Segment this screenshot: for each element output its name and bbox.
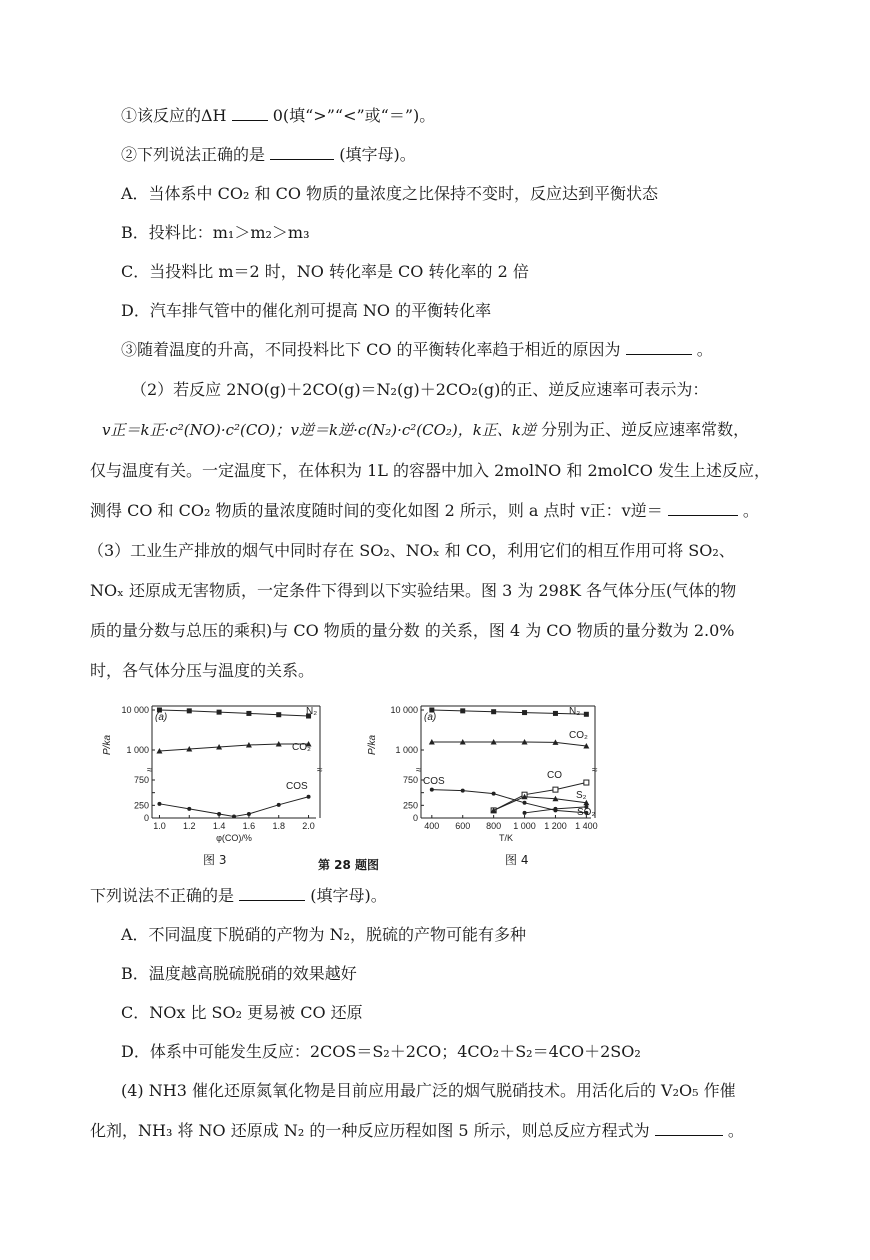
data-point (277, 803, 281, 807)
x-tick-label: 1.0 (153, 821, 166, 831)
data-point (307, 795, 311, 799)
series-label: COS (286, 781, 308, 792)
series-label: CO (547, 770, 562, 781)
data-point (492, 792, 496, 796)
q1-part3-tail: 。 (696, 340, 713, 359)
data-point (460, 708, 465, 713)
q1-part3 (121, 340, 713, 360)
y-tick-label: 250 (402, 800, 418, 811)
q1-option-d: D．汽车排气管中的催化剂可提高 NO 的平衡转化率 (121, 301, 492, 320)
y-tick-label: 0 (412, 813, 418, 823)
x-axis-label: T/K (498, 833, 514, 843)
y-tick-label: 10 000 (390, 705, 418, 715)
y-tick-label: 10 000 (121, 705, 149, 715)
q1-part2-tail: (填字母)。 (339, 145, 416, 164)
figure-4-chart (365, 700, 605, 850)
series-label: SO₂ (577, 807, 596, 818)
y-axis-break: ≈ (317, 765, 323, 776)
data-point (217, 710, 222, 715)
data-point (553, 711, 558, 716)
y-tick-label: 1 000 (126, 745, 149, 755)
q1-option-a: A．当体系中 CO₂ 和 CO 物质的量浓度之比保持不变时，反应达到平衡状态 (121, 184, 659, 203)
x-tick-label: 2.0 (302, 821, 315, 831)
y-axis-break: ≈ (147, 765, 153, 776)
q2-line4-tail: 。 (742, 501, 759, 520)
q4-line2 (90, 1121, 744, 1141)
figure-4-caption: 图 4 (505, 853, 529, 867)
q3-option-c: C．NOx 比 SO₂ 更易被 CO 还原 (121, 1003, 363, 1022)
q3-line4: 时，各气体分压与温度的关系。 (90, 661, 315, 680)
panel-label: (a) (424, 712, 437, 723)
panel-label: (a) (155, 712, 168, 723)
x-tick-label: 1 000 (513, 821, 536, 831)
y-axis-label: P/ka (367, 734, 378, 755)
x-tick-label: 1 400 (575, 821, 598, 831)
q1-part1-text-b: 0(填“>”“<”或“＝”)。 (272, 106, 436, 125)
x-tick-label: 800 (486, 821, 502, 831)
data-point (430, 788, 434, 792)
q2-line2-tail: 分别为正、逆反应速率常数， (541, 420, 750, 439)
q4-line1: (4) NH3 催化还原氮氧化物是目前应用最广泛的烟气脱硝技术。用活化后的 V₂O₅ 作催 (121, 1081, 736, 1100)
data-point (247, 812, 251, 816)
x-tick-label: 1 200 (544, 821, 567, 831)
data-point (157, 708, 162, 713)
data-point (553, 807, 557, 811)
q3-question-text: 下列说法不正确的是 (90, 886, 235, 905)
q2-line3: 仅与温度有关。一定温度下，在体积为 1L 的容器中加入 2molNO 和 2molCO 发生上述反应， (90, 461, 771, 480)
data-point (232, 814, 236, 818)
series-line-2 (432, 790, 587, 813)
series-label: CO₂ (569, 730, 588, 741)
q3-option-a: A．不同温度下脱硝的产物为 N₂，脱硫的产物可能有多种 (121, 925, 527, 944)
q2-line4-text: 测得 CO 和 CO₂ 物质的量浓度随时间的变化如图 2 所示，则 a 点时 v正：v逆＝ (90, 501, 663, 520)
data-point (584, 712, 589, 717)
data-point (157, 802, 161, 806)
q3-question (90, 886, 387, 906)
x-tick-label: 600 (455, 821, 471, 831)
q3-line1: （3）工业生产排放的烟气中同时存在 SO₂、NOₓ 和 CO，利用它们的相互作用可将 SO₂、 (88, 541, 735, 560)
answer-blank[interactable] (655, 1121, 723, 1136)
q3-option-d: D．体系中可能发生反应：2COS＝S₂＋2CO；4CO₂＋S₂＝4CO＋2SO₂ (121, 1042, 641, 1061)
series-label: N₂ (569, 706, 581, 717)
data-point (429, 708, 434, 713)
q3-question-tail: (填字母)。 (310, 886, 387, 905)
q1-part2-text: ②下列说法正确的是 (121, 145, 266, 164)
x-tick-label: 1.6 (242, 821, 256, 831)
data-point (522, 710, 527, 715)
answer-blank[interactable] (626, 340, 692, 355)
q2-line4 (90, 501, 759, 521)
series-line-0 (432, 710, 587, 714)
x-axis-label: φ(CO)/% (216, 833, 252, 843)
x-tick-label: 1.2 (183, 821, 196, 831)
series-line-0 (159, 710, 308, 716)
series-label: S₂ (576, 790, 587, 801)
data-point (276, 712, 281, 717)
q4-line2-tail: 。 (727, 1121, 744, 1140)
y-tick-label: 1 000 (395, 745, 418, 755)
y-tick-label: 750 (133, 775, 149, 785)
series-label: CO₂ (292, 742, 311, 753)
x-tick-label: 400 (424, 821, 440, 831)
q2-line1: （2）若反应 2NO(g)＋2CO(g)＝N₂(g)＋2CO₂(g)的正、逆反应速率可表示为： (131, 380, 709, 399)
data-point (584, 780, 589, 785)
data-point (523, 811, 527, 815)
y-axis-label: P/ka (102, 734, 113, 755)
q1-option-b: B．投料比：m₁＞m₂＞m₃ (121, 223, 310, 242)
q1-part1 (121, 106, 435, 126)
data-point (523, 801, 527, 805)
figure-3-caption: 图 3 (203, 853, 227, 867)
series-line-1 (159, 744, 308, 751)
series-line-1 (432, 742, 587, 746)
q2-line2 (102, 420, 749, 440)
answer-blank[interactable] (239, 886, 305, 901)
q3-option-b: B．温度越高脱硫脱硝的效果越好 (121, 964, 357, 983)
x-tick-label: 1.4 (212, 821, 226, 831)
q1-part3-text: ③随着温度的升高，不同投料比下 CO 的平衡转化率趋于相近的原因为 (121, 340, 621, 359)
data-point (246, 711, 251, 716)
y-tick-label: 0 (143, 813, 149, 823)
series-line-2 (159, 797, 308, 817)
q1-option-c: C．当投料比 m＝2 时，NO 转化率是 CO 转化率的 2 倍 (121, 262, 529, 281)
data-point (491, 709, 496, 714)
data-point (461, 789, 465, 793)
x-tick-label: 1.8 (272, 821, 285, 831)
y-tick-label: 250 (133, 800, 149, 811)
y-axis-break: ≈ (592, 765, 598, 776)
data-point (187, 807, 191, 811)
answer-blank[interactable] (270, 145, 334, 160)
answer-blank[interactable] (232, 106, 268, 121)
y-tick-label: 750 (402, 775, 418, 785)
series-label: N₂ (306, 706, 318, 717)
data-point (217, 812, 221, 816)
q1-part2 (121, 145, 416, 165)
rate-formula: v正＝k正·c²(NO)·c²(CO)；v逆＝k逆·c(N₂)·c²(CO₂)，k正、k逆 (102, 421, 536, 439)
figure-caption: 第 28 题图 (318, 858, 380, 872)
q1-part1-text-a: ①该反应的ΔH (121, 106, 227, 125)
q3-line3: 质的量分数与总压的乘积)与 CO 物质的量分数 的关系，图 4 为 CO 物质的量分数为 2.0% (90, 621, 735, 640)
q4-line2-text: 化剂，NH₃ 将 NO 还原成 N₂ 的一种反应历程如图 5 所示，则总反应方程式为 (90, 1121, 650, 1140)
answer-blank[interactable] (668, 501, 738, 516)
figure-3-chart (100, 700, 330, 850)
y-axis-break: ≈ (416, 765, 422, 776)
data-point (553, 787, 558, 792)
series-label: COS (423, 776, 445, 787)
q3-line2: NOₓ 还原成无害物质，一定条件下得到以下实验结果。图 3 为 298K 各气体分压(气体的物 (90, 581, 737, 600)
data-point (187, 708, 192, 713)
